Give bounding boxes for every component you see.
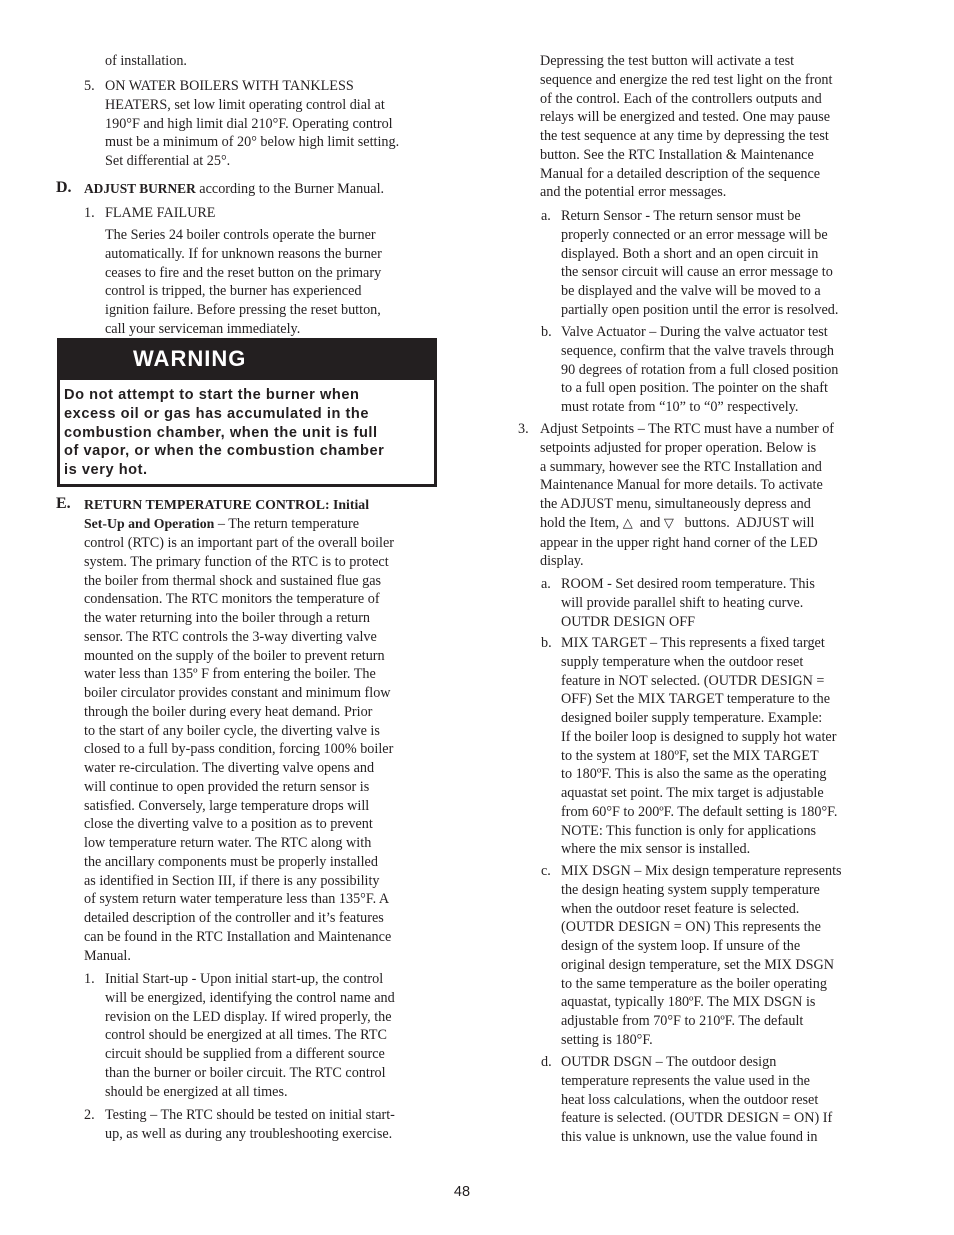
text-line: low temperature return water. The RTC along with [84,835,372,851]
text-line: circuit should be supplied from a different source [105,1046,385,1062]
text-line: aquastat, typically 180ºF. The MIX DSGN is [561,994,816,1011]
item-3-lines-after [540,534,834,572]
text-line: water less than 135º F from entering the boiler. The [84,666,376,683]
text-line: must rotate from “10” to “0” respectively. [561,399,799,415]
e-item-1-text [105,970,395,1101]
section-d-letter: D. [56,179,72,196]
text-line: 190°F and high limit dial 210°F. Operating control [105,115,393,132]
down-triangle-icon: ▽ [663,515,674,531]
text-line: The Series 24 boiler controls operate the burner [105,227,376,243]
text-line: automatically. If for unknown reasons the burner [105,245,382,262]
text-line: to a full open position. The pointer on the shaft [561,380,828,397]
text-line: Do not attempt to start the burner when [64,387,360,403]
text-line: Set differential at 25°. [105,153,231,169]
set-a-marker: a. [541,576,551,592]
text-line: control (RTC) is an important part of the overall boiler [84,535,395,551]
text-line: ON WATER BOILERS WITH TANKLESS [105,78,354,94]
text-line: should be energized at all times. [105,1083,288,1100]
text-line: this value is unknown, use the value found in [561,1129,818,1145]
text-line: OUTDR DESIGN OFF [561,613,696,630]
text-line: the water returning into the boiler through a return [84,610,371,626]
text-line: the boiler from thermal shock and sustained flue gas [84,572,382,589]
text-line: to 180ºF. This is also the same as the operating [561,766,827,783]
item-3-lines [540,420,834,514]
text-line: properly connected or an error message will be [561,226,828,243]
text-line: from 60°F to 200ºF. The default setting is 180°F. [561,803,838,820]
text-line: 90 degrees of rotation from a full closed position [561,361,839,378]
text-line: of the control. Each of the controllers outputs and [540,90,822,107]
text-line: than the burner or boiler circuit. The RTC control [105,1064,386,1081]
warning-header-bar [57,338,437,380]
text-line: boiler circulator provides constant and minimum flow [84,685,391,701]
text-line: If the boiler loop is designed to supply hot water [561,728,837,745]
up-triangle-icon: △ [622,515,633,531]
text-line: Return Sensor - The return sensor must be [561,208,801,224]
text-line: a summary, however see the RTC Installation and [540,458,822,475]
section-e-heading-line1: RETURN TEMPERATURE CONTROL: Initial [84,497,370,512]
text-line: detailed description of the controller and it’s features [84,910,384,926]
set-d-marker: d. [541,1054,552,1070]
text-line: the ancillary components must be properly installed [84,853,378,870]
test-b-marker: b. [541,324,552,340]
text-line: ignition failure. Before pressing the reset button, [105,302,381,318]
text-line: feature in NOT selected. (OUTDR DESIGN = [561,672,825,689]
text-line: feature is selected. (OUTDR DESIGN = ON) If [561,1110,833,1127]
set-b-text [561,634,837,859]
item-5-marker: 5. [84,78,95,94]
text-line: designed boiler supply temperature. Example: [561,710,823,726]
text-line: aquastat set point. The mix target is adjustable [561,785,824,801]
text-line: to the same temperature as the boiler operating [561,975,827,992]
text-line: Initial Start-up - Upon initial start-up, the control [105,971,384,987]
text-line: the test sequence at any time by depressing the test [540,128,829,144]
text-line: will be energized, identifying the control name and [105,989,395,1006]
item-3-buttons-line [540,514,834,534]
text-line: setpoints adjusted for proper operation. Below is [540,439,817,456]
text-line: Maintenance Manual for more details. To activate [540,477,823,494]
text-line: combustion chamber, when the unit is full [64,424,378,441]
item-3-text [540,420,834,571]
text-line: the ADJUST menu, simultaneously depress and [540,496,811,512]
left-top-text [105,52,187,71]
section-d-heading: ADJUST BURNER [84,181,196,196]
text-line: excess oil or gas has accumulated in the [64,405,370,422]
e-item-1-marker: 1. [84,971,95,987]
warning-title: WARNING [133,346,247,371]
text-line: MIX TARGET – This represents a fixed target [561,635,825,651]
text-line: the sensor circuit will cause an error message to [561,264,833,281]
test-a-text [561,207,838,320]
text-line: is very hot. [64,462,148,479]
set-d-text [561,1053,832,1147]
text-line: Adjust Setpoints – The RTC must have a number of [540,421,835,437]
set-a-text [561,575,815,631]
text-line: MIX DSGN – Mix design temperature represents [561,863,842,879]
right-intro-text [540,52,832,202]
page-number: 48 [453,1184,471,1200]
text-line: control should be energized at all times. The RTC [105,1027,387,1044]
text-line: Manual for a detailed description of the sequence [540,165,821,182]
text-line: of vapor, or when the combustion chamber [64,443,385,460]
text-line: NOTE: This function is only for applications [561,822,817,839]
text-line: when the outdoor reset feature is selected. [561,900,800,917]
text-line: must be a minimum of 20° below high limit setting. [105,134,400,151]
text-line: setting is 180°F. [561,1031,653,1048]
section-e-heading-bold: Set-Up and Operation [84,515,215,531]
text-line: close the diverting valve to a position as to prevent [84,816,373,833]
flame-failure-heading: FLAME FAILURE [105,205,216,221]
text-line: button. See the RTC Installation & Maintenance [540,146,814,163]
section-d-rest: according to the Burner Manual. [195,181,385,197]
text-line: closed to a full by-pass condition, forcing 100% boiler [84,741,394,758]
section-e-heading [84,496,369,534]
set-b-marker: b. [541,635,552,651]
text-line: revision on the LED display. If wired properly, the [105,1008,392,1025]
text-line: sequence, confirm that the valve travels through [561,342,835,359]
text-line: up, as well as during any troubleshooting exercise. [105,1125,393,1142]
text-line: water re-circulation. The diverting valve opens and [84,760,375,776]
item-3-line6-post: buttons. ADJUST will [673,514,815,531]
text-line: can be found in the RTC Installation and Maintenance [84,928,392,945]
section-e-letter: E. [56,495,71,512]
text-line: system. The primary function of the RTC is to protect [84,553,389,570]
item-3-line6-mid: and [632,514,664,531]
item-3-line6-pre: hold the Item, [540,514,623,531]
item-5-text [105,77,399,171]
text-line: Manual. [84,947,131,964]
flame-failure-marker: 1. [84,205,95,221]
section-d-text [84,180,384,199]
text-line: sequence and energize the red test light on the front [540,71,833,88]
text-line: ROOM - Set desired room temperature. This [561,576,815,592]
text-line: as identified in Section III, if there is any possibility [84,872,380,889]
e-item-2-text [105,1106,395,1144]
text-line: (OUTDR DESIGN = ON) This represents the [561,919,821,936]
e-item-2-marker: 2. [84,1107,95,1123]
text-line: partially open position until the error is resolved. [561,301,839,318]
text-line: of installation. [105,53,187,69]
text-line: control is tripped, the burner has experienced [105,283,362,300]
test-b-text [561,323,838,417]
text-line: and the potential error messages. [540,184,727,201]
text-line: call your serviceman immediately. [105,320,301,337]
text-line: be displayed and the valve will be moved to a [561,283,821,299]
text-line: Testing – The RTC should be tested on initial start- [105,1107,395,1123]
text-line: adjustable from 70°F to 210ºF. The default [561,1013,804,1029]
text-line: ceases to fire and the reset button on the primary [105,264,382,281]
text-line: relays will be energized and tested. One may pause [540,109,831,126]
text-line: will continue to open provided the return sensor is [84,778,370,795]
test-a-marker: a. [541,208,551,224]
text-line: will provide parallel shift to heating curve. [561,594,804,611]
text-line: appear in the upper right hand corner of the LED [540,534,818,551]
section-e-body [84,534,394,965]
text-line: temperature represents the value used in the [561,1072,810,1089]
text-line: displayed. Both a short and an open circuit in [561,245,819,262]
text-line: Depressing the test button will activate a test [540,53,795,69]
text-line: Valve Actuator – During the valve actuator test [561,324,828,340]
text-line: where the mix sensor is installed. [561,841,751,858]
text-line: to the system at 180ºF, set the MIX TARGET [561,747,819,764]
text-line: through the boiler during every heat demand. Prior [84,703,373,720]
flame-failure-text [105,226,382,339]
text-line: the design heating system supply temperature [561,881,820,898]
text-line: condensation. The RTC monitors the temperature of [84,591,380,608]
text-line: sensor. The RTC controls the 3-way diverting valve [84,628,377,645]
warning-text [64,386,384,480]
text-line: heat loss calculations, when the outdoor reset [561,1091,819,1108]
text-line: supply temperature when the outdoor reset [561,653,804,670]
text-line: display. [540,553,584,570]
text-line: OUTDR DSGN – The outdoor design [561,1054,777,1070]
section-e-heading-line2 [84,515,369,534]
text-line: HEATERS, set low limit operating control dial at [105,96,385,113]
section-e-heading-rest: – The return temperature [214,515,360,532]
text-line: satisfied. Conversely, large temperature drops will [84,797,370,814]
item-3-marker: 3. [518,421,529,437]
text-line: OFF) Set the MIX TARGET temperature to the [561,691,831,708]
text-line: of system return water temperature less than 135°F. A [84,891,390,908]
text-line: to the start of any boiler cycle, the diverting valve is [84,722,380,739]
text-line: design of the system loop. If unsure of the [561,938,801,954]
set-c-marker: c. [541,863,551,879]
set-c-text [561,862,842,1050]
text-line: mounted on the supply of the boiler to prevent return [84,647,385,664]
text-line: original design temperature, set the MIX DSGN [561,956,835,973]
